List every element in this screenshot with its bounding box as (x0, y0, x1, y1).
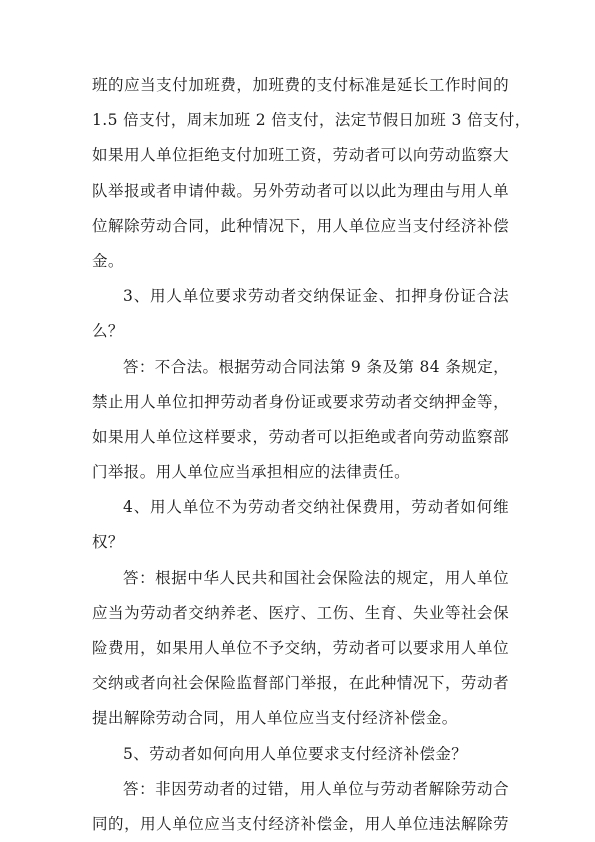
text-line: 1.5 倍支付，周末加班 2 倍支付，法定节假日加班 3 倍支付， (92, 111, 531, 130)
text-line: 提出解除劳动合同，用人单位应当支付经济补偿金。 (92, 709, 458, 728)
text-line: 3、用人单位要求劳动者交纳保证金、扣押身份证合法 (123, 287, 509, 306)
text-line: 么？ (92, 322, 124, 341)
text-line: 如果用人单位这样要求，劳动者可以拒绝或者向劳动监察部 (92, 427, 509, 446)
text-line: 班的应当支付加班费，加班费的支付标准是延长工作时间的 (92, 76, 509, 94)
document-body (92, 68, 531, 842)
text-line: 同的，用人单位应当支付经济补偿金，用人单位违法解除劳 (92, 814, 509, 833)
text-line: 险费用，如果用人单位不予交纳，劳动者可以要求用人单位 (92, 639, 509, 657)
text-line: 交纳或者向社会保险监督部门举报，在此种情况下，劳动者 (92, 674, 509, 693)
text-line: 5、劳动者如何向用人单位要求支付经济补偿金？ (123, 744, 468, 763)
text-line: 如果用人单位拒绝支付加班工资，劳动者可以向劳动监察大 (92, 146, 509, 165)
text-line: 答：非因劳动者的过错，用人单位与劳动者解除劳动合 (123, 779, 509, 798)
text-line: 金。 (92, 251, 124, 270)
text-line: 位解除劳动合同，此种情况下，用人单位应当支付经济补偿 (92, 216, 509, 235)
text-line: 禁止用人单位扣押劳动者身份证或要求劳动者交纳押金等， (92, 392, 509, 411)
text-line: 答：根据中华人民共和国社会保险法的规定，用人单位 (123, 568, 509, 587)
text-line: 门举报。用人单位应当承担相应的法律责任。 (92, 463, 411, 482)
text-line: 权？ (92, 533, 124, 552)
text-line: 应当为劳动者交纳养老、医疗、工伤、生育、失业等社会保 (92, 603, 509, 622)
text-line: 队举报或者申请仲裁。另外劳动者可以以此为理由与用人单 (92, 181, 509, 200)
text-line: 4、用人单位不为劳动者交纳社保费用，劳动者如何维 (123, 498, 509, 517)
text-line: 答：不合法。根据劳动合同法第 9 条及第 84 条规定， (123, 357, 509, 376)
